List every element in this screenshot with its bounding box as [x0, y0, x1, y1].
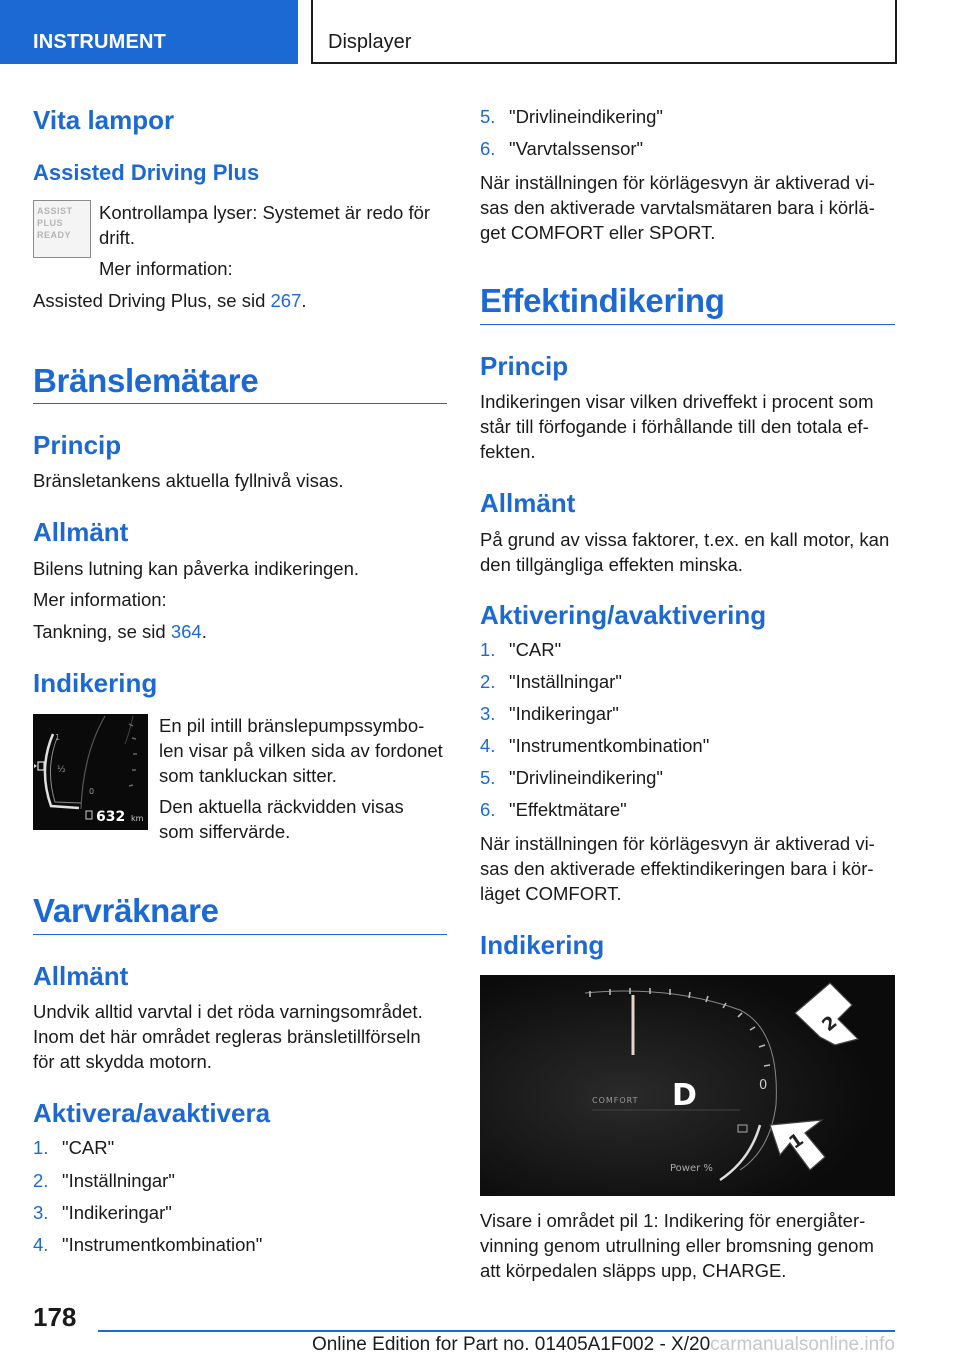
adp-reference: Assisted Driving Plus, se sid 267.	[33, 290, 307, 311]
header-section-label: INSTRUMENT	[33, 31, 167, 53]
footer-divider	[98, 1330, 895, 1332]
step-number: 6.	[480, 799, 496, 820]
step-number: 5.	[480, 767, 496, 788]
rpm-note-line-3: get COMFORT eller SPORT.	[480, 222, 716, 243]
step-number: 2.	[480, 671, 496, 692]
fuel-ind-line-3: som tankluckan sitter.	[159, 765, 337, 786]
step-number: 6.	[480, 138, 496, 159]
edition-text: Online Edition for Part no. 01405A1F002 - X/20	[311, 1334, 711, 1355]
power-meter-image	[480, 975, 895, 1196]
step-item: "Indikeringar"	[509, 703, 619, 724]
heading-vita-lampor: Vita lampor	[33, 105, 175, 135]
heading-indikering-eff: Indikering	[480, 930, 605, 960]
eff-princip-line-2: står till förfogande i förhållande till den totala ef-	[480, 416, 869, 437]
step-item: "CAR"	[509, 639, 562, 660]
page-link-364[interactable]: 364	[170, 621, 202, 642]
range-unit: km	[131, 814, 144, 823]
rpm-note-line-1: När inställningen för körlägesvyn är aktiverad vi-	[480, 172, 875, 193]
fuel-ind-line-5: som siffervärde.	[159, 821, 291, 842]
caption-line-1: Visare i området pil 1: Indikering för energiåter-	[480, 1210, 866, 1231]
section-divider	[33, 934, 447, 935]
heading-allmant-eff: Allmänt	[480, 488, 576, 518]
step-number: 5.	[480, 106, 496, 127]
header-chapter-tab	[311, 0, 897, 64]
heading-branslematare: Bränslemätare	[33, 362, 259, 399]
step-item: "Varvtalssensor"	[509, 138, 644, 159]
step-number: 1.	[33, 1137, 49, 1158]
footer-edition	[300, 1334, 895, 1356]
step-item: "Effektmätare"	[509, 799, 627, 820]
step-item: "Instrumentkombination"	[509, 735, 710, 756]
heading-princip: Princip	[33, 430, 122, 460]
eff-princip-line-3: fekten.	[480, 441, 536, 462]
section-divider	[33, 403, 447, 404]
fuel-ind-line-2: len visar på vilken sida av fordonet	[159, 740, 443, 761]
step-item: "Drivlineindikering"	[509, 106, 663, 127]
heading-allmant: Allmänt	[33, 517, 129, 547]
heading-princip-eff: Princip	[480, 351, 569, 381]
caption-line-2: vinning genom utrullning eller bromsning genom	[480, 1235, 874, 1256]
eff-note-line-2: sas den aktiverade effektindikeringen bara i kör-	[480, 858, 874, 879]
step-item: "Inställningar"	[509, 671, 622, 692]
step-number: 3.	[33, 1202, 49, 1223]
eff-allmant-line-1: På grund av vissa faktorer, t.ex. en kall motor, kan	[480, 529, 890, 550]
rpm-note-line-2: sas den aktiverade varvtalsmätaren bara i körlä-	[480, 197, 875, 218]
step-number: 3.	[480, 703, 496, 724]
assist-plus-ready-icon: ASSIST PLUS READY	[33, 200, 91, 258]
eff-allmant-line-2: den tillgängliga effekten minska.	[480, 554, 743, 575]
range-value: 632	[96, 809, 126, 825]
header-section-tab	[0, 0, 298, 64]
rpm-allmant-line-2: Inom det här området regleras bränsletillförseln	[33, 1026, 421, 1047]
heading-varvraknare: Varvräknare	[33, 892, 219, 929]
adp-more-info: Mer information:	[99, 258, 233, 279]
svg-text:1: 1	[785, 1129, 808, 1154]
fuel-reference: Tankning, se sid 364.	[33, 621, 207, 642]
eff-note-line-1: När inställningen för körlägesvyn är aktiverad vi-	[480, 833, 875, 854]
heading-allmant-rpm: Allmänt	[33, 961, 129, 991]
gauge-tick-half: ½	[57, 765, 66, 775]
step-number: 2.	[33, 1170, 49, 1191]
gauge-tick-0: 0	[89, 787, 95, 796]
step-item: "Instrumentkombination"	[62, 1234, 263, 1255]
step-item: "Indikeringar"	[62, 1202, 172, 1223]
heading-effektindikering: Effektindikering	[480, 282, 725, 319]
gauge-tick-1: 1	[55, 733, 61, 742]
fuel-princip-text: Bränsletankens aktuella fyllnivå visas.	[33, 470, 344, 491]
step-item: "Inställningar"	[62, 1170, 175, 1191]
caption-line-3: att körpedalen släpps upp, CHARGE.	[480, 1260, 787, 1281]
heading-aktivering-avaktivering: Aktivering/avaktivering	[480, 600, 767, 630]
step-number: 1.	[480, 639, 496, 660]
step-item: "CAR"	[62, 1137, 115, 1158]
heading-aktivera-avaktivera: Aktivera/avaktivera	[33, 1098, 271, 1128]
eff-note-line-3: läget COMFORT.	[480, 883, 622, 904]
page-link-267[interactable]: 267	[270, 290, 302, 311]
fuel-ind-line-4: Den aktuella räckvidden visas	[159, 796, 404, 817]
section-divider	[480, 324, 895, 325]
eff-princip-line-1: Indikeringen visar vilken driveffekt i procent som	[480, 391, 874, 412]
step-item: "Drivlineindikering"	[509, 767, 663, 788]
svg-text:2: 2	[818, 1011, 842, 1036]
step-number: 4.	[33, 1234, 49, 1255]
power-percent-label: Power %	[670, 1163, 713, 1174]
adp-text-line-1: Kontrollampa lyser: Systemet är redo för	[99, 202, 431, 223]
rpm-allmant-line-3: för att skydda motorn.	[33, 1051, 212, 1072]
watermark: carmanualsonline.info	[710, 1334, 895, 1355]
adp-text-line-2: drift.	[99, 227, 135, 248]
fuel-gauge-image	[33, 714, 148, 830]
heading-assisted-driving-plus: Assisted Driving Plus	[33, 160, 260, 185]
header-chapter-label: Displayer	[328, 31, 412, 53]
fuel-ind-line-1: En pil intill bränslepumpssymbo-	[159, 715, 425, 736]
drive-mode-label: COMFORT	[592, 1096, 639, 1105]
step-number: 4.	[480, 735, 496, 756]
fuel-more-info: Mer information:	[33, 589, 167, 610]
fuel-allmant-text: Bilens lutning kan påverka indikeringen.	[33, 558, 360, 579]
heading-indikering: Indikering	[33, 668, 158, 698]
rpm-allmant-line-1: Undvik alltid varvtal i det röda varningsområdet.	[33, 1001, 423, 1022]
page-number: 178	[33, 1302, 77, 1332]
power-zero-label: 0	[759, 1078, 768, 1093]
gear-indicator: D	[672, 1078, 697, 1113]
